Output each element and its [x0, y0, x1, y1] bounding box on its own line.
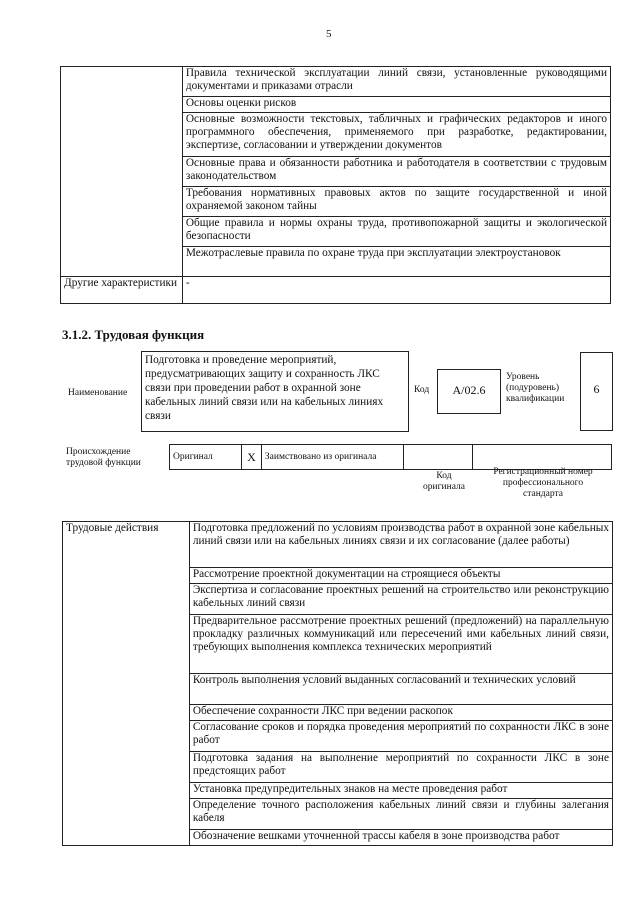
- knowledge-table: [60, 66, 611, 304]
- action-item: Согласование сроков и порядка проведения мероприятий по сохранности ЛКС в зоне работ: [189, 721, 612, 752]
- action-item: Подготовка предложений по условиям производства работ в охранной зоне кабельных линий связи или на кабельных линиях связи и их согласование (далее работы): [189, 522, 612, 568]
- knowledge-item: Общие правила и нормы охраны труда, противопожарной защиты и экологической безопасности: [182, 217, 610, 247]
- page-number: 5: [326, 28, 332, 40]
- other-characteristics-value: -: [182, 277, 610, 304]
- code-label: Код: [414, 385, 430, 395]
- code-original-cell: [403, 445, 473, 470]
- origin-label: Происхождение трудовой функции: [66, 447, 141, 468]
- action-item: Предварительное рассмотрение проектных решений (предложений) на параллельную прокладку различных коммуникаций или пересечений ими кабельных линий связи, требующих выполнения комплекса технических мероприятий: [189, 615, 612, 674]
- action-item: Подготовка задания на выполнение мероприятий по сохранности ЛКС в зоне предстоящих работ: [189, 752, 612, 783]
- action-item: Определение точного расположения кабельных линий связи и глубины залегания кабеля: [189, 799, 612, 830]
- empty-label-cell: [61, 67, 183, 277]
- original-mark: X: [241, 445, 261, 470]
- action-item: Рассмотрение проектной документации на строящиеся объекты: [189, 568, 612, 584]
- borrowed-label: Заимствовано из оригинала: [261, 445, 403, 470]
- knowledge-item: Основы оценки рисков: [182, 97, 610, 113]
- code-original-caption: Код оригинала: [423, 471, 465, 492]
- action-item: Обеспечение сохранности ЛКС при ведении раскопок: [189, 705, 612, 721]
- action-item: Обозначение вешками уточненной трассы кабеля в зоне производства работ: [189, 830, 612, 846]
- code-box: [437, 369, 501, 414]
- code-value: A/02.6: [452, 383, 486, 397]
- labor-actions-table: [62, 521, 613, 846]
- original-label: Оригинал: [170, 445, 242, 470]
- action-item: Экспертиза и согласование проектных решений на строительство или реконструкцию кабельных линий связи: [189, 584, 612, 615]
- knowledge-item: Основные возможности текстовых, табличных и графических редакторов и иного программного обеспечения, применяемого при разработке, редактировании, экспертизе, согласовании и утверждении документов: [182, 113, 610, 157]
- name-label: Наименование: [68, 388, 128, 398]
- knowledge-item: Требования нормативных правовых актов по защите государственной и иной охраняемой законом тайны: [182, 187, 610, 217]
- other-characteristics-label: Другие характеристики: [61, 277, 183, 304]
- knowledge-item: Правила технической эксплуатации линий связи, установленные руководящими документами и приказами отрасли: [182, 67, 610, 97]
- knowledge-item: Основные права и обязанности работника и работодателя в соответствии с трудовым законодательством: [182, 157, 610, 187]
- reg-number-cell: [473, 445, 612, 470]
- function-name-box: [141, 351, 409, 432]
- reg-number-caption: Регистрационный номер профессионального стандарта: [493, 467, 593, 499]
- function-name: Подготовка и проведение мероприятий, предусматривающих защиту и сохранность ЛКС связи при проведении работ в охранной зоне кабельных линий связи или на кабельных линиях связи: [145, 354, 384, 422]
- section-title: 3.1.2. Трудовая функция: [62, 327, 205, 342]
- action-item: Контроль выполнения условий выданных согласований и технических условий: [189, 674, 612, 705]
- level-value: 6: [593, 382, 600, 396]
- level-label: Уровень (подуровень) квалификации: [506, 372, 565, 404]
- knowledge-item: Межотраслевые правила по охране труда при эксплуатации электроустановок: [182, 247, 610, 277]
- level-box: [580, 352, 613, 431]
- action-item: Установка предупредительных знаков на месте проведения работ: [189, 783, 612, 799]
- labor-actions-label: Трудовые действия: [63, 522, 190, 846]
